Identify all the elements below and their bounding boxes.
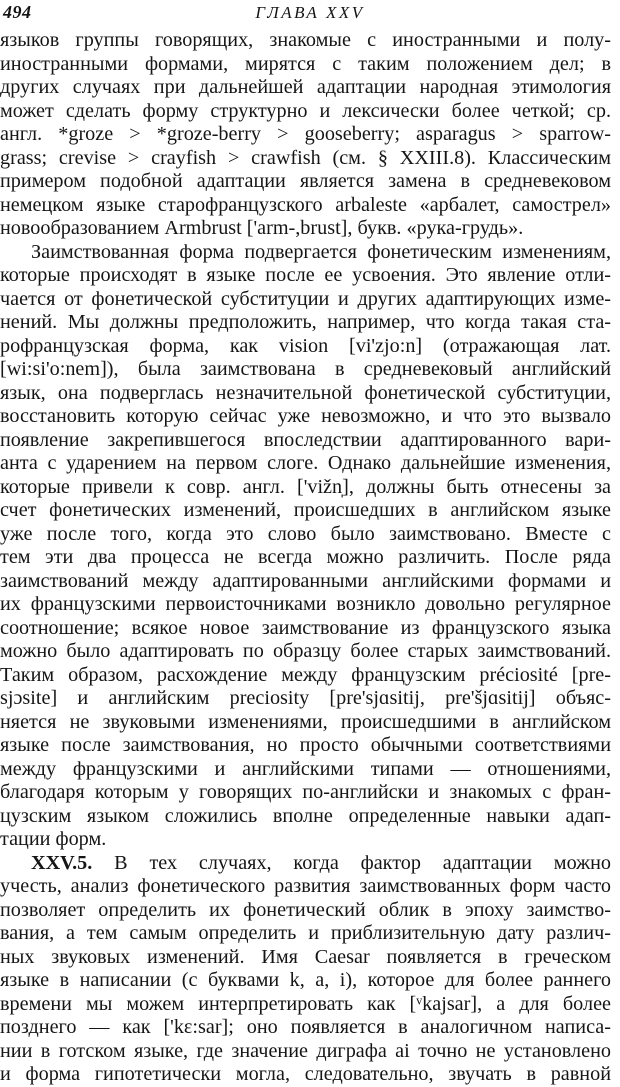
text-line: sjɔsite] и английским preciosity [pre'sjɑsitij, pre'šjɑsitij] объяс- (0, 687, 611, 709)
text-line: иностранными формами, мирятся с таким положением дел; в (0, 52, 611, 75)
text-line: счет фонетических изменений, происшедших в английском языке (0, 499, 611, 521)
text-line: нений. Мы должны предположить, например, что когда такая ста- (0, 311, 611, 333)
text-line: времени мы можем интерпретировать как [ᵛkajsar], а для более (0, 992, 611, 1015)
body-text (0, 29, 611, 1087)
text-line: учесть, анализ фонетического развития заимствованных форм часто (0, 875, 611, 897)
text-line: чается от фонетической субституции и других адаптирующих изме- (0, 287, 611, 310)
text-line: нии в готском языке, где значение диграфа ai точно не установлено (0, 1039, 611, 1062)
text-line: которые привели к совр. англ. ['vižn̩], должны быть отнесены за (0, 475, 611, 498)
text-line: появление закрепившегося впоследствии адаптированного вари- (0, 428, 611, 451)
text-line: новообразованием Armbrust ['arm-,brust], букв. «рука-грудь». (0, 217, 524, 239)
text-line: примером подобной адаптации является замена в средневековом (0, 170, 611, 192)
paragraph-continuation (0, 29, 611, 241)
text-line: Таким образом, расхождение между французским préciosité [pre- (0, 663, 611, 686)
section-first-line-text: В тех случаях, когда фактор адаптации можно (114, 851, 611, 874)
text-line: уже после того, когда это слово было заимствовано. Вместе с (0, 522, 611, 545)
running-head: ГЛАВА XXV (255, 3, 365, 22)
text-line: благодаря которым у говорящих по-английски и знакомых с фран- (0, 781, 611, 803)
text-line: может сделать форму структурно и лексически более четкой; ср. (0, 99, 611, 122)
text-line: Заимствованная форма подвергается фонетическим изменениям, (31, 240, 611, 263)
text-line: можно было адаптировать по образцу более старых заимствований. (0, 640, 611, 662)
section-xxv-5 (0, 852, 611, 1087)
text-line: восстановить которую сейчас уже невозможно, и что это вызвало (0, 405, 611, 427)
text-line: позднего — как ['kɛ:sar]; оно появляется в аналогичном написа- (0, 1016, 611, 1038)
text-line: ных звуковых изменений. Имя Caesar появляется в греческом (0, 945, 611, 968)
text-line: няется не звуковыми изменениями, происшедшими в английском (0, 710, 611, 733)
text-line: рофранцузская форма, как vision [vi'zjo:n] (отражающая лат. (0, 334, 611, 357)
text-line: [wi:si'o:nem]), была заимствована в средневековый английский (0, 358, 611, 380)
text-line: язык, она подверглась незначительной фонетической субституции, (0, 381, 611, 404)
text-line: языков группы говорящих, знакомые с иностранными и полу- (0, 29, 611, 51)
text-line: языке в написании (с буквами k, a, i), которое для более раннего (0, 969, 611, 991)
section-number: XXV.5. (31, 851, 93, 874)
text-line: grass; crevise > crayfish > crawfish (см. § XXIII.8). Классическим (0, 146, 611, 169)
text-line: цузским языком сложились вполне определенные навыки адап- (0, 804, 611, 827)
text-line (0, 852, 611, 876)
text-line: тации форм. (0, 828, 107, 850)
page-number: 494 (3, 2, 32, 22)
text-line: тем эти два процесса не всегда можно различить. После ряда (0, 546, 611, 568)
text-line: их французскими первоисточниками возникло довольно регулярное (0, 593, 611, 615)
text-line: немецком языке старофранцузского arbaleste «арбалет, самострел» (0, 193, 611, 216)
text-line: которые происходят в языке после ее усвоения. Это явление отли- (0, 264, 611, 286)
text-line: заимствований между адаптированными английскими формами и (0, 569, 611, 592)
text-line: между французскими и английскими типами — отношениями, (0, 757, 611, 780)
paragraph-borrowed-form-changes (0, 241, 611, 852)
text-line: языке после заимствования, но просто обычными соответствиями (0, 734, 611, 756)
text-line: анта с ударением на первом слоге. Однако дальнейшие изменения, (0, 452, 611, 474)
text-line: позволяет определить их фонетический облик в эпоху заимство- (0, 898, 611, 921)
text-line: вания, а тем самым определить и приблизительную дату различ- (0, 922, 611, 944)
page-header (0, 2, 620, 26)
text-line: и форма гипотетически могла, следовательно, звучать в равной (0, 1063, 611, 1085)
text-line: соотношение; всякое новое заимствование из французского языка (0, 616, 611, 639)
text-line: англ. *groze > *groze-berry > gooseberry; asparagus > sparrow- (0, 123, 611, 145)
text-line: других случаях при дальнейшей адаптации народная этимология (0, 76, 611, 98)
